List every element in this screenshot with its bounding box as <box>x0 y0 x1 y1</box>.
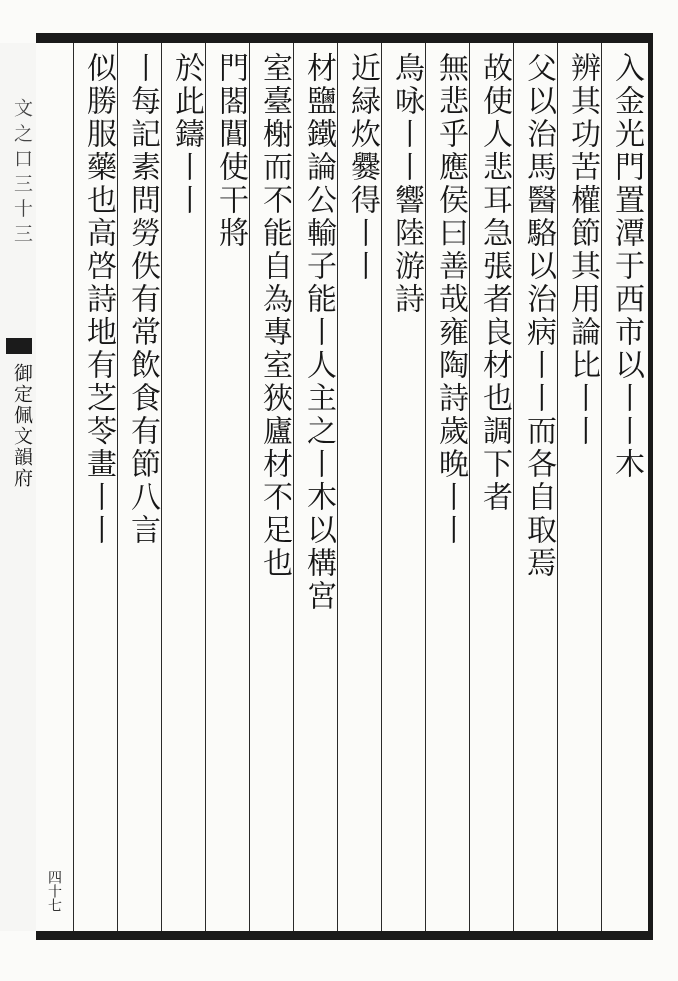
page-border-bottom <box>36 931 652 940</box>
text-column-6: 鳥咏丨丨響陸游詩 <box>389 52 424 316</box>
page-border-right <box>648 33 653 940</box>
text-column-12: 丨每記素問勞佚有常飲食有節八言 <box>125 52 160 547</box>
text-column-9: 室臺榭而不能自為專室狹廬材不足也 <box>257 52 292 580</box>
gutter-heading: 文 之 口 三 十 三 <box>11 98 33 243</box>
text-column-1: 入金光門置潭于西市以丨丨木 <box>609 52 644 481</box>
text-column-3: 父以治馬醫駱以治病丨丨而各自取焉 <box>521 52 556 580</box>
text-column-8: 材鹽鐵論公輸子能丨人主之丨木以構宮 <box>301 52 336 613</box>
text-column-5: 無悲乎應侯曰善哉雍陶詩歲晚丨丨 <box>433 52 468 547</box>
text-column-2: 辨其功苦權節其用論比丨丨 <box>565 52 600 448</box>
text-column-13: 似勝服藥也高啓詩地有芝苓畫丨丨 <box>81 52 116 547</box>
text-column-10: 門閤閶使干將 <box>213 52 248 250</box>
text-column-4: 故使人悲耳急張者良材也調下者 <box>477 52 512 514</box>
text-column-7: 近緑炊爨得丨丨 <box>345 52 380 283</box>
page-gutter <box>0 43 36 931</box>
gutter-fishtail-mark <box>6 338 32 354</box>
column-rule <box>73 43 74 931</box>
book-title-label: 御定佩文韻府 <box>11 363 33 489</box>
text-column-11: 於此鑄丨丨 <box>169 52 204 217</box>
page-number: 四十七 <box>46 870 62 912</box>
page-border-top <box>36 33 652 43</box>
